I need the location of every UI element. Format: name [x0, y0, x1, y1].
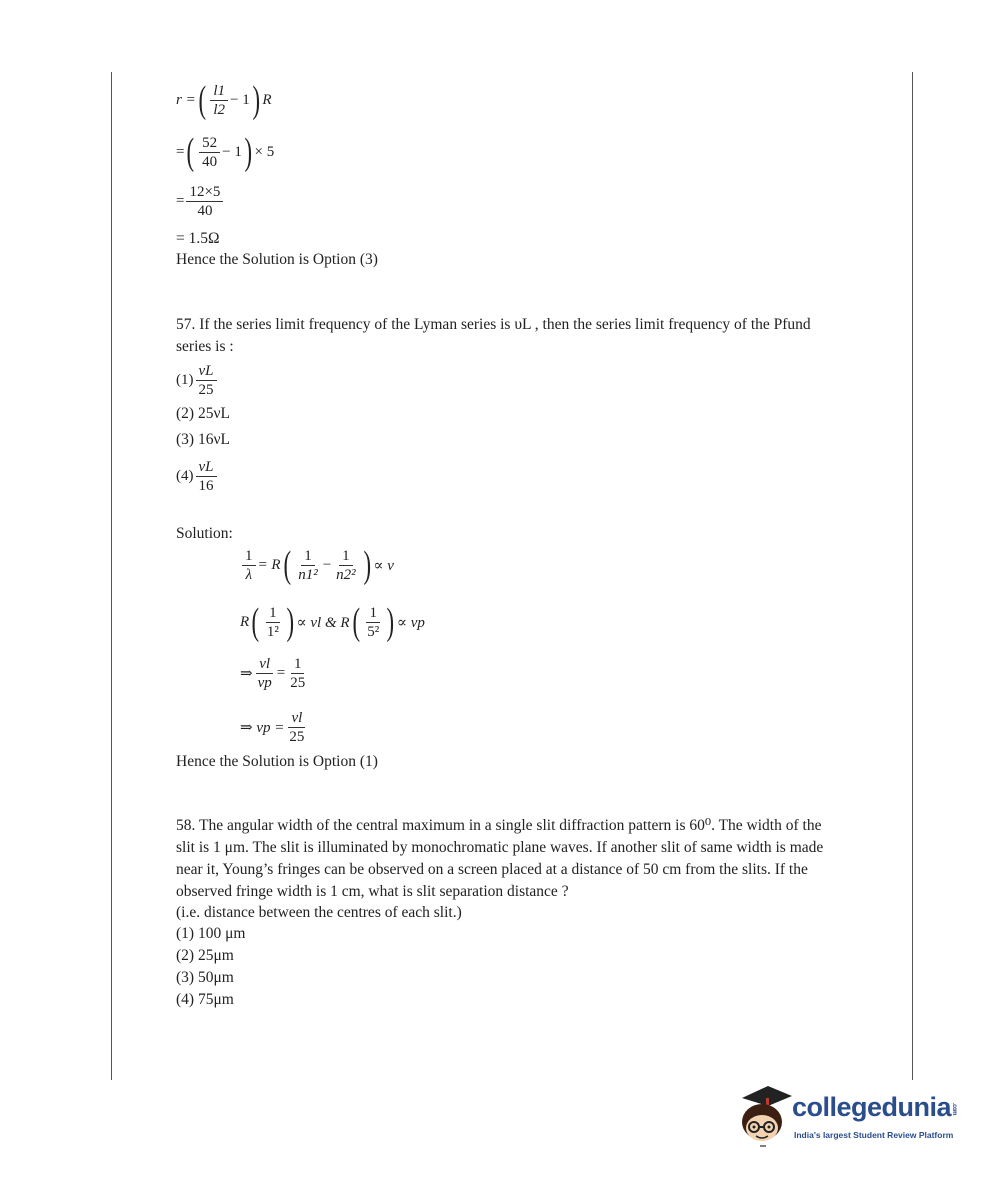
q58-question: 58. The angular width of the central maximum in a single slit diffraction pattern is 60⁰. The width of the slit is 1 μm. The slit is illuminated by monochromatic plane waves. If another slit of same width is made near it, Young’s fringes can be observed on a screen placed at a distance of 50 cm from the slits. If the observed fringe width is 1 cm, what is slit separation distance ?	[176, 817, 824, 900]
q58-option-3: (3) 50μm	[176, 969, 234, 986]
q57-solution-label: Solution:	[176, 525, 233, 542]
prev-conclusion: Hence the Solution is Option (3)	[176, 251, 378, 268]
q57-step-3: ⇒ $\frac{\nu l}{\nu p}$ = $\frac{1}{25}$	[240, 656, 306, 691]
q57-step-4: ⇒ νp = $\frac{\nu l}{25}$	[240, 710, 305, 745]
right-margin-line	[912, 72, 913, 1080]
q57-step-1: $\frac{1}{\lambda}$ = R ( $\frac{1}{\text{n1²}}$ − $\frac{1}{\text{n2²}}$ ) ∝ ν	[240, 545, 394, 585]
q57-option-2: (2) 25νL	[176, 405, 230, 422]
q58-option-2: (2) 25μm	[176, 947, 234, 964]
eq-substitution: = ( $\frac{52}{40}$ − 1 ) × 5	[176, 131, 275, 173]
mascot-icon	[738, 1080, 794, 1152]
q57-conclusion: Hence the Solution is Option (1)	[176, 753, 378, 770]
q57-question: 57. If the series limit frequency of the Lyman series is υL , then the series limit frequency of the Pfund series is :	[176, 316, 811, 355]
eq-result: = 1.5Ω	[176, 230, 220, 247]
q58-option-4: (4) 75μm	[176, 991, 234, 1008]
q57-option-1: (1) $\frac{\nu L}{25}$	[176, 362, 219, 399]
logo-wordmark: collegedunia.com	[792, 1092, 958, 1122]
collegedunia-logo	[738, 1080, 968, 1160]
q57-option-4: (4) $\frac{\nu L}{16}$	[176, 458, 219, 495]
q58-note: (i.e. distance between the centres of each slit.)	[176, 904, 462, 921]
q57-step-2: R ( $\frac{1}{\text{1²}}$ ) ∝ νl & R ( $\frac{1}{\text{5²}}$ ) ∝ νp	[240, 601, 425, 643]
logo-tagline: India's largest Student Review Platform	[794, 1130, 954, 1140]
left-margin-line	[111, 72, 112, 1080]
q58-option-1: (1) 100 μm	[176, 925, 246, 942]
eq-simplify: = $\frac{12\times 5}{40}$	[176, 183, 225, 220]
q57-option-3: (3) 16νL	[176, 431, 230, 448]
eq-r-formula: r = ( $\frac{l1}{l2}$ − 1 ) R	[176, 79, 272, 121]
